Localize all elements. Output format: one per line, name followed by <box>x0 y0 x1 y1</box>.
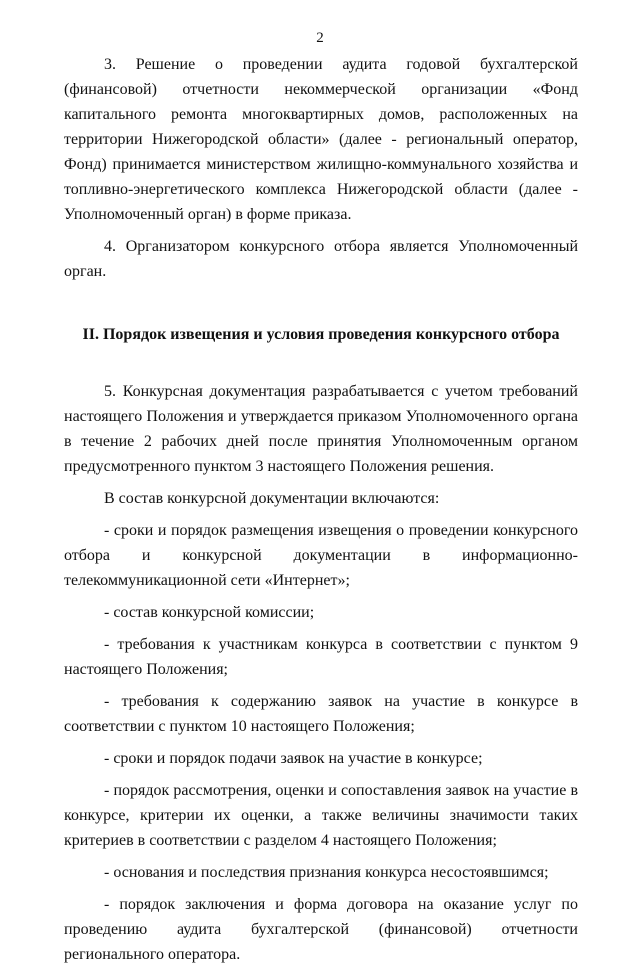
paragraph-5: 5. Конкурсная документация разрабатывается с учетом требований настоящего Положения и утверждается приказом Уполномоченного органа в течение 2 рабочих дней после принятия Уполномоченным органом предусмотренного пунктом 3 настоящего Положения решения. <box>64 383 578 475</box>
list-item: - порядок заключения и форма договора на оказание услуг по проведению аудита бухгалтерской (финансовой) отчетности регионального оператора. <box>64 896 578 963</box>
list-item: - требования к участникам конкурса в соответствии с пунктом 9 настоящего Положения; <box>64 636 578 678</box>
paragraph-3: 3. Решение о проведении аудита годовой бухгалтерской (финансовой) отчетности некоммерческой организации «Фонд капитального ремонта многоквартирных домов, расположенных на территории Нижегородской области» (далее - региональный оператор, Фонд) принимается министерством жилищно-коммунального хозяйства и топливно-энергетического комплекса Нижегородской области (далее - Уполномоченный орган) в форме приказа. <box>64 56 578 223</box>
page-number: 2 <box>316 30 324 46</box>
list-intro: В состав конкурсной документации включаются: <box>104 490 440 507</box>
list-item: - сроки и порядок размещения извещения о проведении конкурсного отбора и конкурсной документации в информационно-телекоммуникационной сети «Интернет»; <box>64 522 578 589</box>
list-item: - требования к содержанию заявок на участие в конкурсе в соответствии с пунктом 10 настоящего Положения; <box>64 693 578 735</box>
list-item: - порядок рассмотрения, оценки и сопоставления заявок на участие в конкурсе, критерии их оценки, а также величины значимости таких критериев в соответствии с разделом 4 настоящего Положения; <box>64 782 578 849</box>
section-heading: II. Порядок извещения и условия проведения конкурсного отбора <box>82 326 560 343</box>
document-body <box>64 52 578 967</box>
paragraph-4: 4. Организатором конкурсного отбора является Уполномоченный орган. <box>64 238 578 280</box>
list-item: - сроки и порядок подачи заявок на участие в конкурсе; <box>104 750 483 767</box>
list-item: - основания и последствия признания конкурса несостоявшимся; <box>104 864 549 881</box>
list-item: - состав конкурсной комиссии; <box>104 604 315 621</box>
